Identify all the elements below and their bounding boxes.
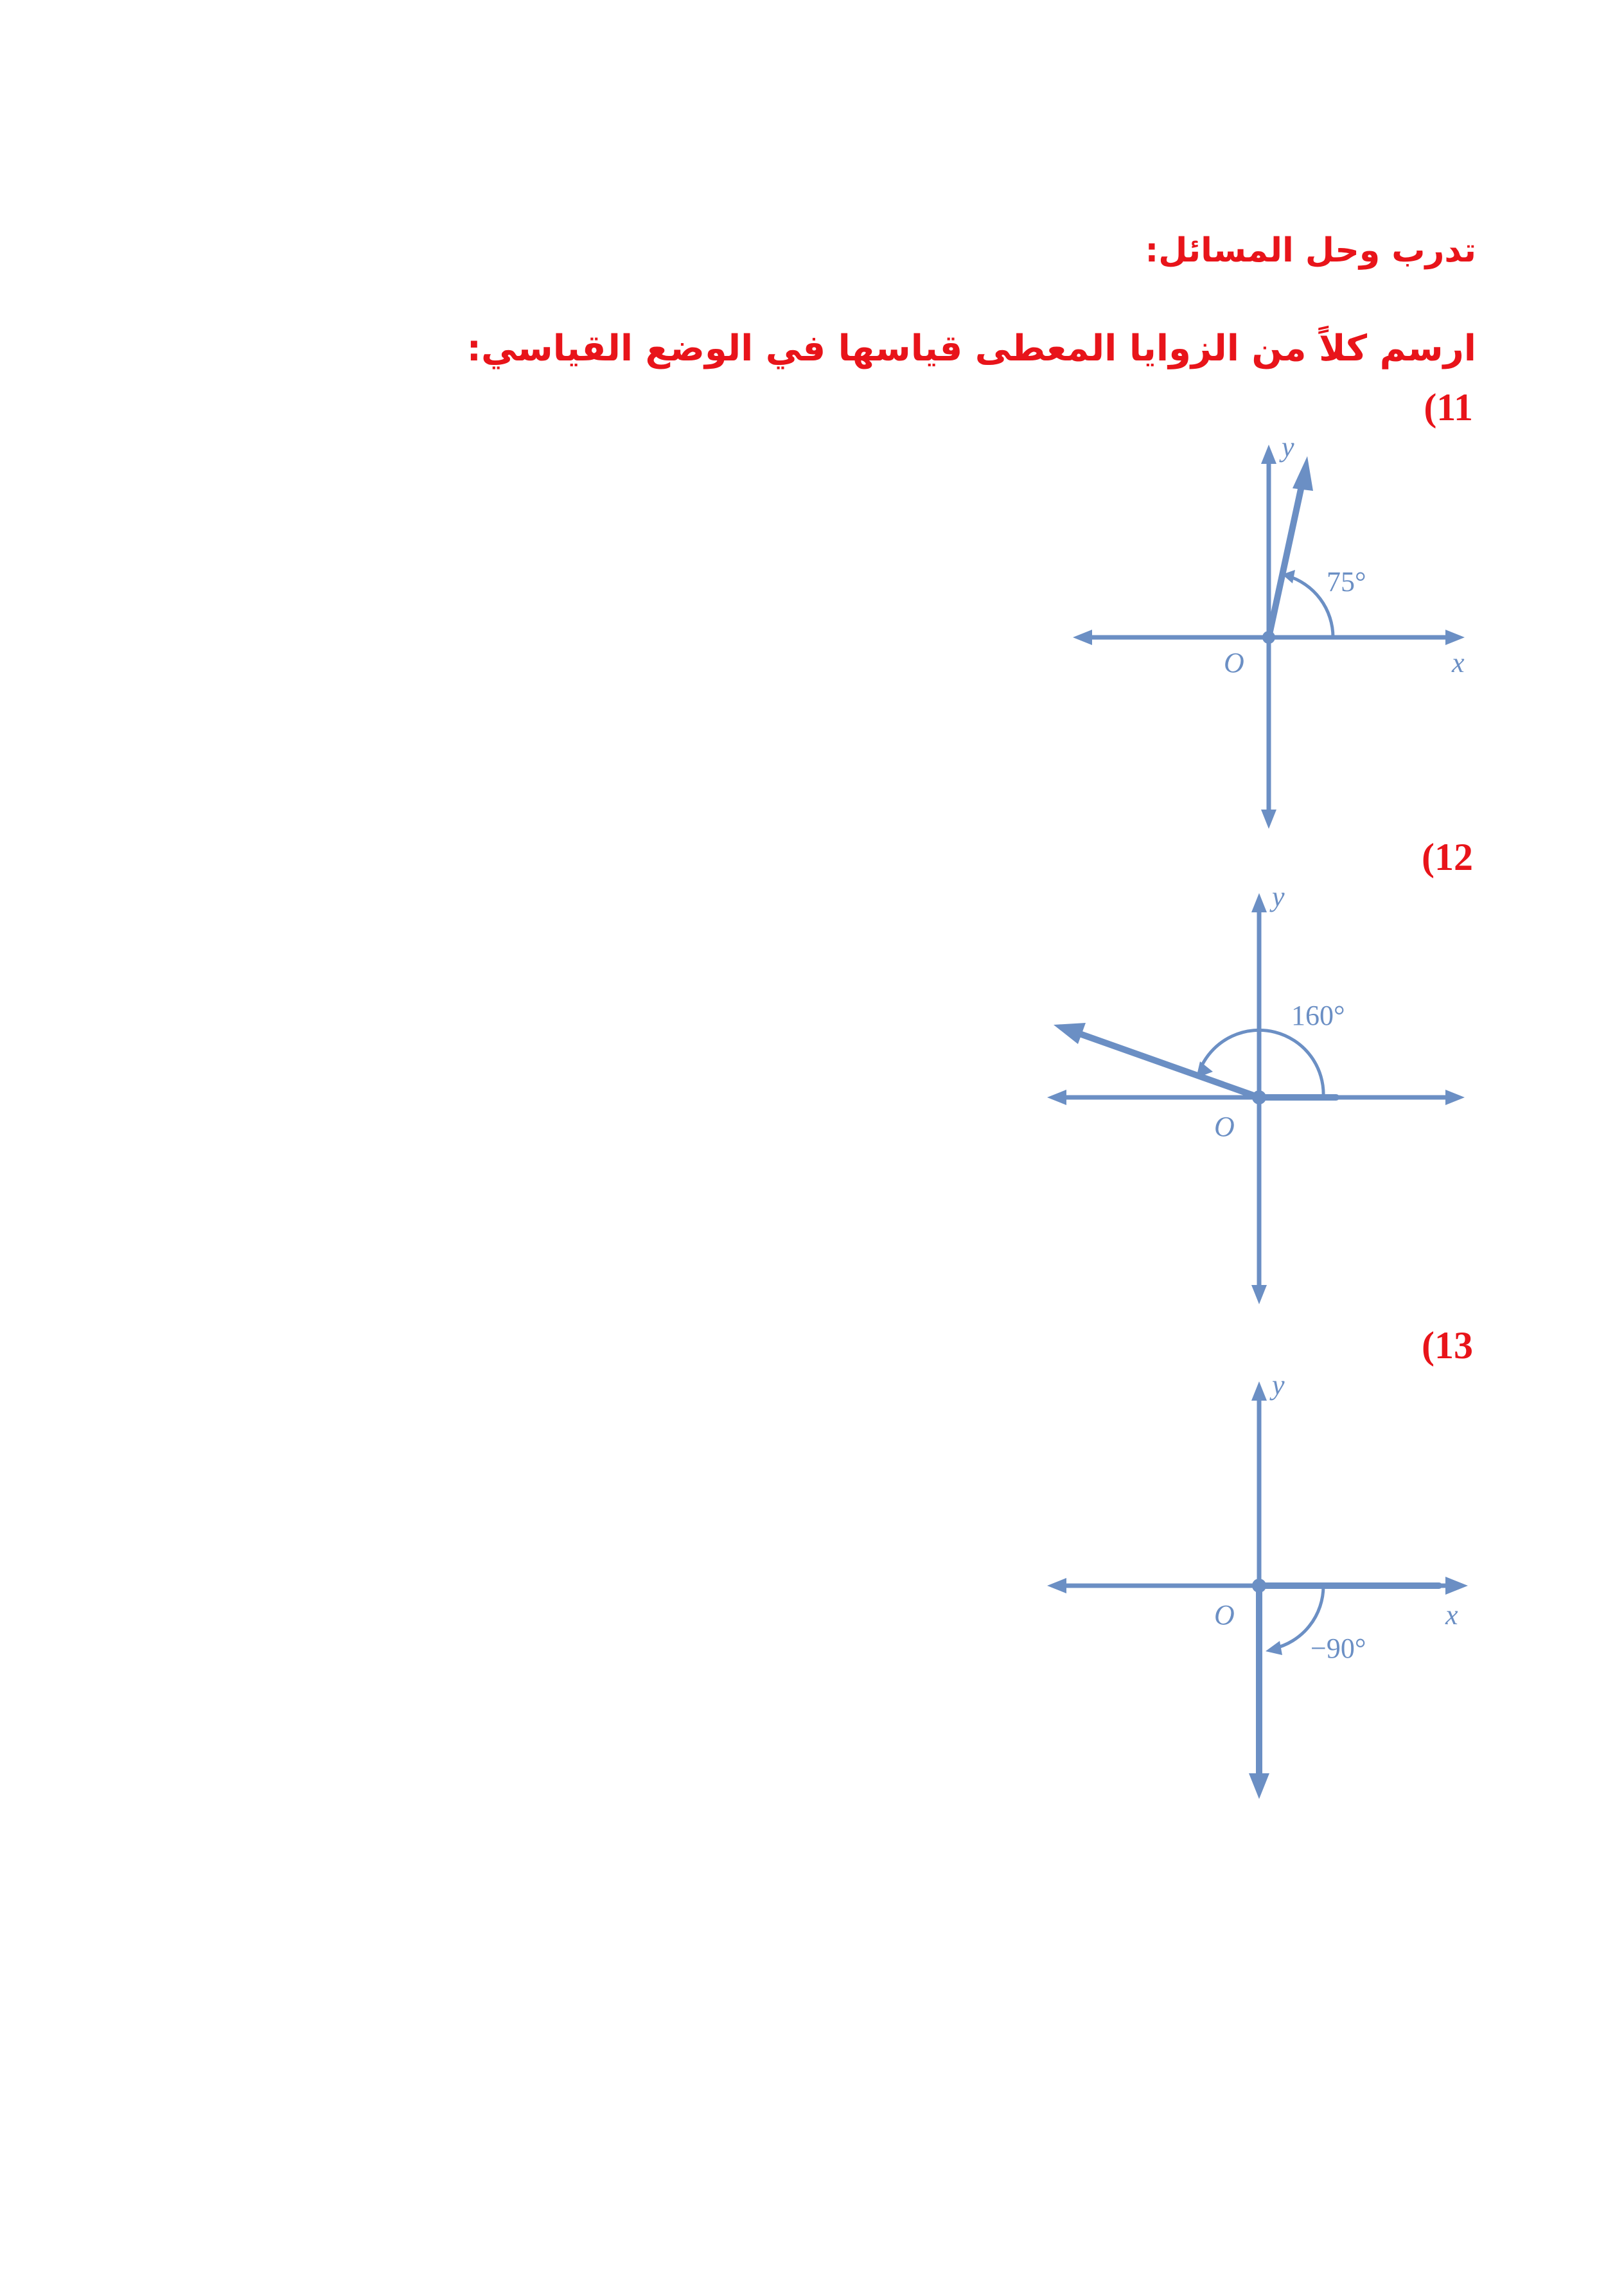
terminal-side-arrow <box>1249 1773 1269 1799</box>
terminal-side-ray <box>1269 483 1302 637</box>
y-axis-arrow-up <box>1251 893 1267 912</box>
origin-point <box>1252 1579 1266 1593</box>
angle-label: 160° <box>1291 1000 1345 1031</box>
origin-point <box>1252 1090 1266 1104</box>
angle-diagram-75 <box>1066 431 1478 835</box>
origin-label: O <box>1214 1111 1235 1142</box>
angle-arc <box>1201 1030 1323 1097</box>
y-axis-label: y <box>1272 1369 1285 1401</box>
problem-number-12: (12 <box>1422 836 1473 878</box>
origin-label: O <box>1214 1599 1235 1631</box>
angle-diagram-neg90 <box>1041 1369 1478 1805</box>
problem-number-13: (13 <box>1422 1324 1473 1367</box>
x-axis-arrow-left <box>1047 1578 1066 1593</box>
y-axis-label: y <box>1282 431 1294 463</box>
y-axis-arrow-up <box>1251 1381 1267 1401</box>
x-axis-arrow-right <box>1445 1577 1468 1595</box>
x-axis-arrow-right <box>1445 1090 1465 1105</box>
x-axis-arrow-left <box>1073 630 1092 645</box>
origin-point <box>1262 631 1275 644</box>
x-axis-arrow-right <box>1445 630 1465 645</box>
angle-label: 75° <box>1327 566 1366 598</box>
problem-number-11: (11 <box>1424 386 1473 429</box>
section-heading: تدرب وحل المسائل: <box>1145 231 1476 270</box>
y-axis-label: y <box>1272 881 1285 912</box>
origin-label: O <box>1224 647 1244 678</box>
angle-label: −90° <box>1311 1633 1366 1664</box>
terminal-side-ray <box>1078 1033 1259 1097</box>
y-axis-arrow-down <box>1251 1285 1267 1304</box>
instruction-text: ارسم كلاً من الزوايا المعطى قياسها في الوضع القياسي: <box>466 328 1476 369</box>
y-axis-arrow-down <box>1261 810 1276 829</box>
angle-arc-arrow <box>1266 1641 1282 1655</box>
y-axis-arrow-up <box>1261 445 1276 464</box>
x-axis-arrow-left <box>1047 1090 1066 1105</box>
x-axis-label: x <box>1452 647 1465 678</box>
x-axis-label: x <box>1445 1599 1458 1631</box>
terminal-side-arrow <box>1293 456 1313 491</box>
terminal-side-arrow <box>1054 1023 1086 1044</box>
angle-diagram-160 <box>1041 880 1478 1317</box>
